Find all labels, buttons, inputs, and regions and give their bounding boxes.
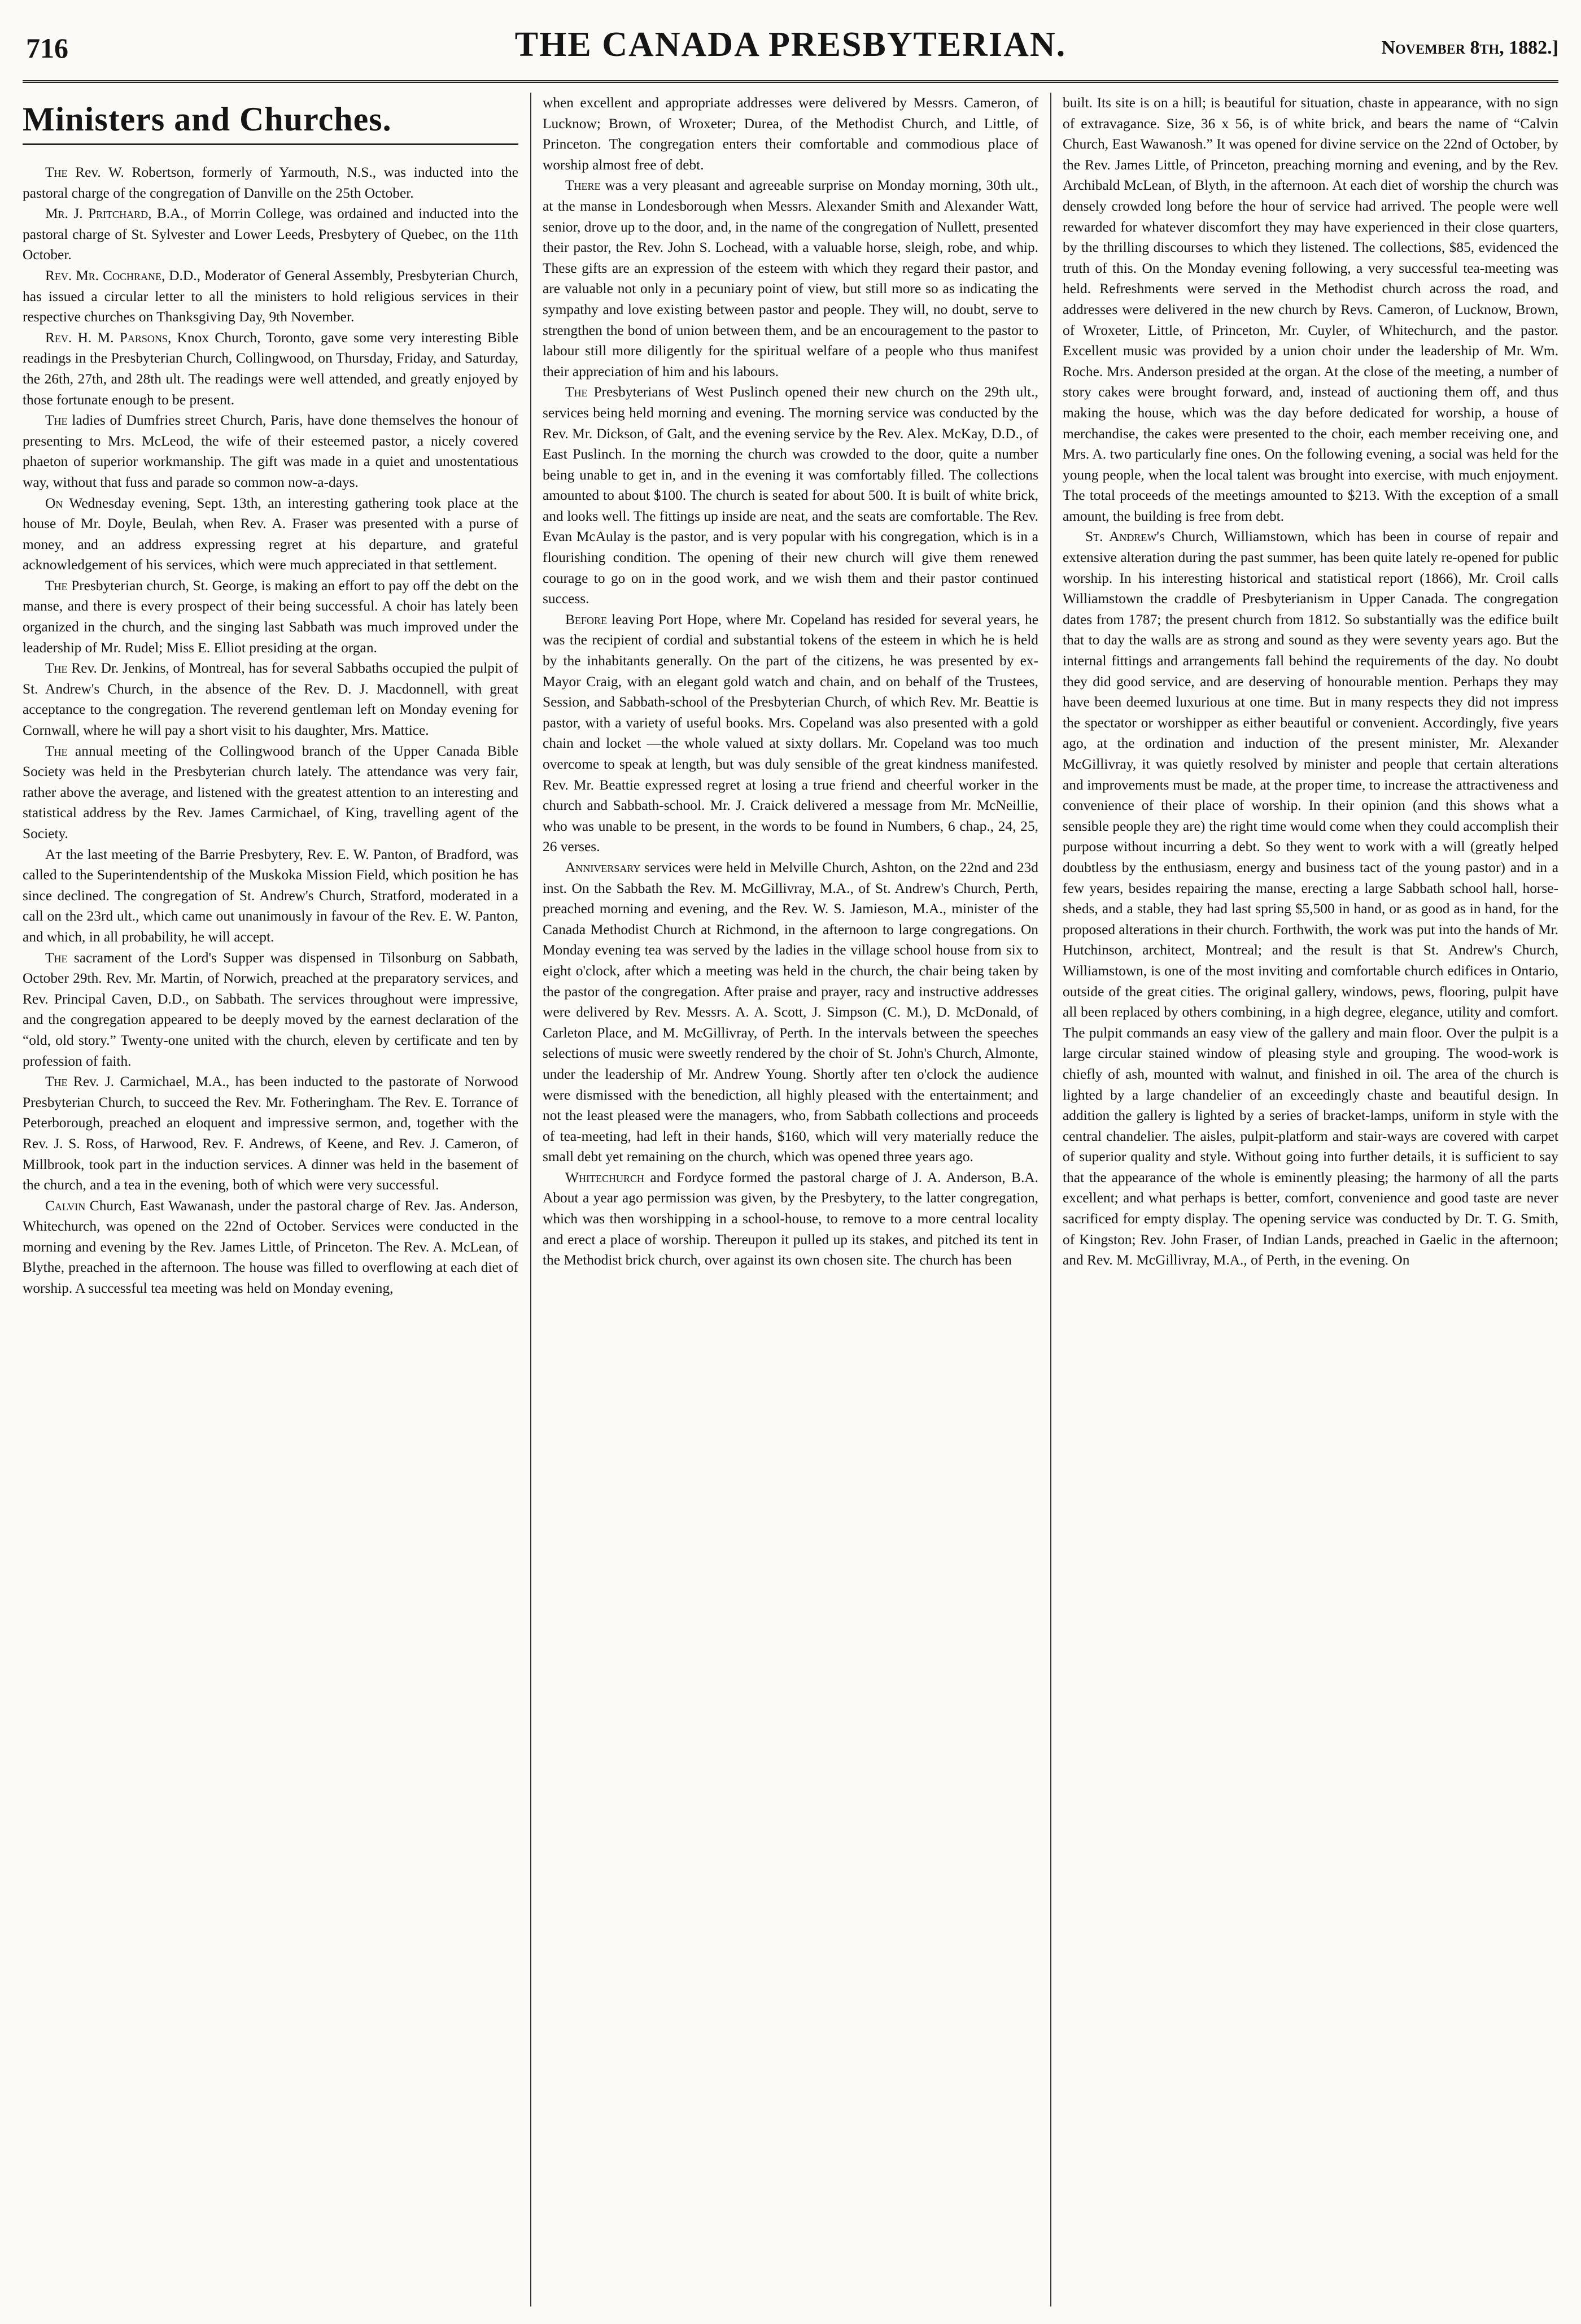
item-text: when excellent and appropriate addresses were delivered by Messrs. Cameron, of Lucknow; Brown, of Wroxeter; Durea, of the Methodist Church, and Little, of Princeton. The congregation enters their comfortable and commodious place of worship almost free of debt. (543, 95, 1038, 173)
news-item (543, 1167, 1038, 1271)
item-text: Church, Williamstown, which has been in course of repair and extensive alteration during the past summer, has been quite lately re-opened for public worship. In his interesting historical and statistical report (1866), Mr. Croil calls Williamstown the craddle of Presbyterianism in Upper Canada. The congregation dates from 1787; the present church from 1812. So substantially was the edifice built that to day the walls are as strong and sound as they were seventy years ago. But the internal fittings and arrangements fall behind the requirements of the day. No doubt they did good service, and are deserving of honourable mention. Perhaps they may have been deemed luxurious at one time. But in many respects they did not impress the spectator or worshipper as either beautiful or convenient. Accordingly, five years ago, at the ordination and induction of the present minister, Mr. Alexander McGillivray, it was quietly resolved by minister and people that certain alterations and improvements must be made, at the proper time, to increase the attractiveness and convenience of their place of worship. In their opinion (and this shows what a sensible people they are) the right time would come when they could accomplish their purpose without incurring a debt. So they went to work with a will (greatly helped doubtless by the enthusiasm, energy and business tact of the young pastor) and in a few years, besides repairing the manse, erecting a large Sabbath school hall, horse-sheds, and a stable, they had last spring $5,500 in hand, or as good as in hand, for the proposed alterations in their church. Forthwith, the work was put into the hands of Mr. Hutchinson, architect, Montreal; and the result is that St. Andrew's Church, Williamstown, is one of the most inviting and comfortable church edifices in Ontario, outside of the great cities. The original gallery, windows, pews, flooring, pulpit have all been replaced by others combining, in a high degree, elegance, utility and comfort. The pulpit commands an easy view of the gallery and main floor. Over the pulpit is a large circular stained window of pleasing style and grouping. The wood-work is chiefly of ash, mounted with walnut, and finished in oil. The area of the church is lighted by a large chandelier of an exceedingly chaste and beautiful design. In addition the gallery is lighted by a series of bracket-lamps, uniform in style with the central chandelier. The aisles, pulpit-platform and stair-ways are covered with carpet of superior quality and style. Without going into further details, it is sufficient to say that the appearance of the whole is eminently pleasing; the harmony of all the parts excellent; and what perhaps is better, comfort, convenience and good taste are never sacrificed for empty display. The opening service was conducted by Dr. T. G. Smith, of Kingston; Rev. John Fraser, of Indian Lands, preached in Gaelic in the afternoon; and Rev. M. McGillivray, M.A., of Perth, in the evening. On (1063, 529, 1558, 1268)
news-item (543, 93, 1038, 175)
news-item (23, 844, 518, 948)
news-item (1063, 526, 1558, 1270)
item-lead-words: The (565, 384, 588, 400)
news-item (543, 609, 1038, 857)
masthead-title: THE CANADA PRESBYTERIAN. (514, 25, 1067, 64)
item-lead-words: The (45, 660, 68, 677)
newspaper-page (23, 14, 1558, 2312)
text-columns (23, 93, 1558, 2306)
item-lead-words: The (45, 949, 68, 966)
item-lead-words: The (45, 743, 68, 759)
news-item (23, 948, 518, 1072)
item-text: sacrament of the Lord's Supper was dispensed in Tilsonburg on Sabbath, October 29th. Rev. Mr. Martin, of Norwich, preached at the preparatory services, and Rev. Principal Caven, D.D., on Sabbath. The services throughout were impressive, and the congregation appeared to be deeply moved by the earnest declaration of the “old, old story.” Twenty-one united with the church, eleven by certificate and ten by profession of faith. (23, 949, 518, 1069)
item-lead-words: At (45, 846, 62, 862)
news-item (23, 410, 518, 492)
news-item (23, 658, 518, 740)
column-1 (23, 93, 518, 2306)
news-item (23, 162, 518, 203)
item-lead-words: There (565, 177, 601, 194)
item-lead-words: The (45, 412, 68, 429)
news-item (23, 203, 518, 265)
item-lead-words: Calvin (45, 1197, 86, 1214)
news-item (543, 175, 1038, 382)
item-text: B.A., of Morrin College, was ordained and inducted into the pastoral charge of St. Sylvester and Lower Leeds, Presbytery of Quebec, on the 11th October. (23, 206, 518, 263)
item-text: Church, East Wawanash, under the pastoral charge of Rev. Jas. Anderson, Whitechurch, was opened on the 22nd of October. Services were conducted in the morning and evening by the Rev. James Little, of Princeton. The Rev. A. McLean, of Blythe, preached in the afternoon. The house was filled to overflowing at each diet of worship. A successful tea meeting was held on Monday evening, (23, 1197, 518, 1297)
item-lead-words: Rev. Mr. Cochrane, (45, 267, 165, 284)
item-lead-words: The (45, 1074, 68, 1090)
item-text: was a very pleasant and agreeable surprise on Monday morning, 30th ult., at the manse in Londesborough when Messrs. Alexander Smith and Alexander Watt, senior, drove up to the door, and, in the name of the congregation of Nullett, presented their pastor, the Rev. John S. Lochead, with a valuable horse, sleigh, robe, and whip. These gifts are an expression of the esteem with which they regard their pastor, and are valuable not only in a pecuniary point of view, but still more so as indicating the sympathy and love existing between pastor and people. They will, no doubt, serve to strengthen the bond of union between them, and be an encouragement to the pastor to labour still more diligently for the spiritual welfare of a people who thus manifest their appreciation of him and his labours. (543, 177, 1038, 380)
news-item (1063, 93, 1558, 526)
news-item (543, 857, 1038, 1167)
page-number: 716 (26, 32, 68, 64)
item-lead-words: Mr. J. Pritchard, (45, 206, 152, 222)
news-item (23, 265, 518, 328)
column-rule (530, 93, 531, 2306)
news-item (23, 493, 518, 575)
item-lead-words: The (45, 164, 68, 180)
news-item (23, 741, 518, 844)
news-item (23, 1196, 518, 1299)
item-text: Presbyterian church, St. George, is making an effort to pay off the debt on the manse, and there is every prospect of their being successful. A choir has lately been organized in the church, and the singing last Sabbath was much improved under the leadership of Mr. Rudel; Miss E. Elliot presiding at the organ. (23, 577, 518, 656)
item-text: annual meeting of the Collingwood branch of the Upper Canada Bible Society was held in the Presbyterian church lately. The attendance was very fair, rather above the average, and listened with the greatest attention to an interesting and statistical address by the Rev. James Carmichael, of King, travelling agent of the Society. (23, 743, 518, 841)
item-text: Rev. J. Carmichael, M.A., has been inducted to the pastorate of Norwood Presbyterian Church, to succeed the Rev. Mr. Fotheringham. The Rev. E. Torrance of Peterborough, preached an eloquent and impressive sermon, and, together with the Rev. J. S. Ross, of Harwood, Rev. F. Andrews, of Keene, and Rev. J. Cameron, of Millbrook, took part in the induction services. A dinner was held in the basement of the church, and a tea in the evening, both of which were very successful. (23, 1074, 518, 1193)
news-item (23, 575, 518, 658)
item-lead-words: Before (565, 611, 607, 627)
section-heading: Ministers and Churches. (23, 95, 518, 145)
page-header (23, 14, 1558, 76)
item-lead-words: Anniversary (565, 859, 641, 875)
item-text: Rev. Dr. Jenkins, of Montreal, has for several Sabbaths occupied the pulpit of St. Andrew's Church, in the absence of the Rev. D. J. Macdonnell, with great acceptance to the congregation. The reverend gentleman left on Monday evening for Cornwall, where he will pay a short visit to his daughter, Mrs. Mattice. (23, 660, 518, 739)
column-3 (1063, 93, 1558, 2306)
item-text: built. Its site is on a hill; is beautiful for situation, chaste in appearance, with no sign of extravagance. Size, 36 x 56, is of white brick, and bears the name of “Calvin Church, East Wawanosh.” It was opened for divine service on the 22nd of October, by the Rev. James Little, of Princeton, preaching morning and evening, and by the Rev. Archibald McLean, of Blyth, in the afternoon. At each diet of worship the church was densely crowded long before the hour of service had arrived. The people were well rewarded for whatever discomfort they may have experienced in their close quarters, by the thrilling discourses to which they listened. The collections, $85, evidenced the truth of this. On the Monday evening following, a very successful tea-meeting was held. Refreshments were served in the Methodist church across the road, and addresses were delivered in the new church by Revs. Cameron, of Lucknow, Brown, of Wroxeter, Little, of Princeton, Mr. Cuyler, of Whitechurch, and the pastor. Excellent music was provided by a union choir under the leadership of Mr. Wm. Roche. Mrs. Anderson presided at the organ. At the close of the meeting, a number of story cakes were brought forward, and, instead of auctioning them off, and thus making the house, which was the day before dedicated for worship, a house of merchandise, the cakes were presented to the choir, each member receiving one, and Mrs. A. two particularly fine ones. On the following evening, a social was held for the young people, when the local talent was brought into exercise, with much enjoyment. The total proceeds of the meetings amounted to $213. With the exception of a small amount, the building is free from debt. (1063, 95, 1558, 524)
issue-date: November 8th, 1882.] (1381, 37, 1558, 58)
item-text: services were held in Melville Church, Ashton, on the 22nd and 23d inst. On the Sabbath the Rev. M. McGillivray, M.A., of St. Andrew's Church, Perth, preached morning and evening, and the Rev. W. S. Jamieson, M.A., minister of the Canada Methodist Church at Richmond, in the afternoon to large congregations. On Monday evening tea was served by the ladies in the village school house from six to eight o'clock, after which a meeting was held in the church, the chair being taken by the pastor of the congregation. After praise and prayer, racy and instructive addresses were delivered by Rev. Messrs. A. A. Scott, J. Simpson (C. M.), D. McDonald, of Carleton Place, and M. McGillivray, of Perth. In the intervals between the speeches selections of music were sweetly rendered by the choir of St. John's Church, Almonte, under the leadership of Mr. Andrew Young. Shortly after ten o'clock the audience were dismissed with the benediction, all highly pleased with the entertainment; and not the least pleased were the managers, who, from Sabbath collections and proceeds of tea-meeting, had left in their hands, $160, which will very materially reduce the small debt yet remaining on the church, which was opened three years ago. (543, 859, 1038, 1165)
item-text: the last meeting of the Barrie Presbytery, Rev. E. W. Panton, of Bradford, was called to the Superintendentship of the Muskoka Mission Field, which position he has since declined. The congregation of St. Andrew's Church, Stratford, moderated in a call on the 23rd ult., which came out unanimously in favour of the Rev. E. W. Panton, and which, in all probability, he will accept. (23, 846, 518, 945)
item-text: and Fordyce formed the pastoral charge of J. A. Anderson, B.A. About a year ago permission was given, by the Presbytery, to the latter congregation, which was then worshipping in a school-house, to remove to a more central locality and erect a place of worship. Thereupon it pulled up its stakes, and pitched its tent in the Methodist brick church, over against its own chosen site. The church has been (543, 1169, 1038, 1268)
news-item (23, 1071, 518, 1196)
item-lead-words: The (45, 577, 68, 594)
item-text: Knox Church, Toronto, gave some very interesting Bible readings in the Presbyterian Church, Collingwood, on Thursday, Friday, and Saturday, the 26th, 27th, and 28th ult. The readings were well attended, and greatly enjoyed by those fortunate enough to be present. (23, 329, 518, 408)
item-lead-words: Whitechurch (565, 1169, 644, 1185)
item-text: Presbyterians of West Puslinch opened their new church on the 29th ult., services being held morning and evening. The morning service was conducted by the Rev. Mr. Dickson, of Galt, and the evening service by the Rev. Alex. McKay, D.D., of East Puslinch. In the morning the church was crowded to the door, quite a number being unable to get in, and in the evening it was comfortably filled. The collections amounted to about $100. The church is seated for about 500. It is built of white brick, and looks well. The fittings up inside are neat, and the seats are comfortable. The Rev. Evan McAulay is the pastor, and is very popular with his congregation, which is in a flourishing condition. The opening of their new church will give them renewed courage to go on in the good work, and we wish them and their pastor continued success. (543, 384, 1038, 607)
item-text: Rev. W. Robertson, formerly of Yarmouth, N.S., was inducted into the pastoral charge of the congregation of Danville on the 25th October. (23, 164, 518, 201)
item-lead-words: On (45, 495, 63, 511)
item-text: ladies of Dumfries street Church, Paris, have done themselves the honour of presenting to Mrs. McLeod, the wife of their esteemed pastor, a nicely covered phaeton of superior workmanship. The gift was made in a quiet and unostentatious way, without that fuss and parade so common now-a-days. (23, 412, 518, 490)
item-text: D.D., Moderator of General Assembly, Presbyterian Church, has issued a circular letter to all the ministers to hold religious services in their respective churches on Thanksgiving Day, 9th November. (23, 267, 518, 325)
item-text: Wednesday evening, Sept. 13th, an interesting gathering took place at the house of Mr. Doyle, Beulah, when Rev. A. Fraser was presented with a purse of money, and an address expressing regret at his departure, and grateful acknowledgement of his services, which were much appreciated in that settlement. (23, 495, 518, 573)
item-lead-words: Rev. H. M. Parsons, (45, 329, 172, 346)
header-rule (23, 80, 1558, 83)
column-2 (543, 93, 1038, 2306)
item-lead-words: St. Andrew's (1085, 529, 1165, 545)
news-item (23, 328, 518, 410)
column-rule (1050, 93, 1051, 2306)
item-text: leaving Port Hope, where Mr. Copeland has resided for several years, he was the recipient of cordial and substantial tokens of the esteem in which he is held by the inhabitants generally. On the part of the citizens, he was presented by ex-Mayor Craig, with an elegant gold watch and chain, and on behalf of the Trustees, Session, and Sabbath-school of the Presbyterian Church, of which Rev. Mr. Beattie is pastor, with a variety of useful books. Mrs. Copeland was also presented with a gold chain and locket —the whole valued at sixty dollars. Mr. Copeland was too much overcome to speak at length, but was duly sensible of the great kindness manifested. Rev. Mr. Beattie expressed regret at losing a true friend and cheerful worker in the church and Sabbath-school. Mr. J. Craick delivered a message from Mr. McNeillie, who was unable to be present, in the words to be found in Numbers, 6 chap., 24, 25, 26 verses. (543, 611, 1038, 855)
news-item (543, 382, 1038, 609)
